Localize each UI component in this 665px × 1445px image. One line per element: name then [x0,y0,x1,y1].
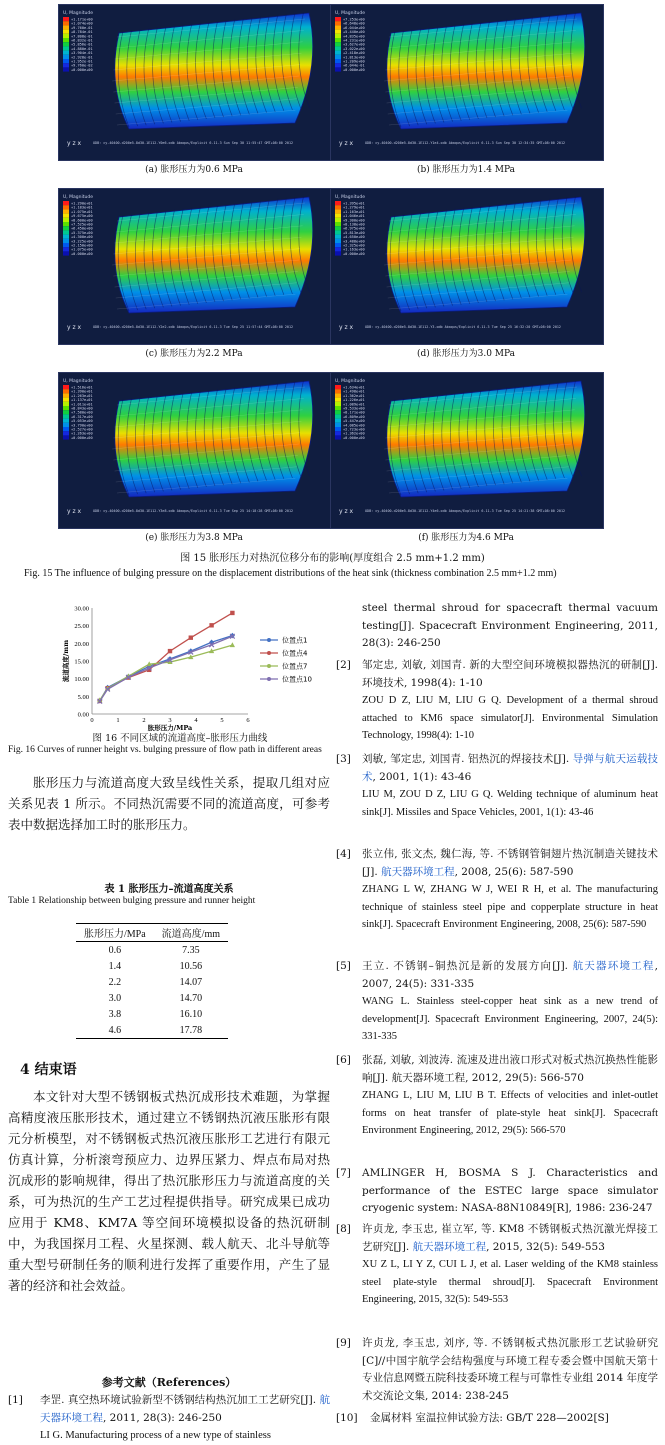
table-header-pressure: 胀形压力/MPa [76,924,154,942]
legend-value: +3.488e+00 [343,239,365,244]
legend-label: 位置点7 [282,662,308,671]
x-axis-label: 胀形压力/MPa [147,724,193,732]
y-axis-label: 流道高度/mm [62,639,70,683]
axis-triad-icon: y z x [339,508,354,515]
legend-marker [267,638,271,642]
panel-caption: (f) 胀形压力为4.6 MPa [418,533,514,543]
axis-triad-icon: y z x [339,140,354,147]
legend-swatch [335,25,341,29]
legend-value: +0.000e+00 [71,251,93,256]
table-cell: 3.0 [108,992,122,1004]
x-tick-label: 1 [116,717,120,724]
data-point [230,642,235,647]
legend-swatch [335,46,341,50]
legend-swatch [335,51,341,55]
data-point [168,649,172,653]
legend-swatch [63,67,69,71]
legend-swatch [335,402,341,406]
panel-caption: (e) 胀形压力为3.8 MPa [145,533,243,543]
reference-1-continued: steel thermal shroud for spacecraft thermal vacuum testing[J]. Spacecraft Environment Engineering, 2011, 28(3): 246-250 [362,602,658,649]
legend-value: +6.648e+00 [343,21,365,26]
legend-value: +5.447e+00 [343,419,365,424]
legend-swatch [335,42,341,46]
legend-swatch [335,410,341,414]
panel-caption: (d) 胀形压力为3.0 MPa [416,349,516,359]
legend-swatch [335,21,341,25]
legend-value: +1.089e+01 [343,402,365,407]
legend-value: +1.075e+01 [71,209,93,214]
legend-value: +3.627e+00 [343,42,365,47]
reference-number: [1] [8,1394,23,1406]
legend-value: +1.290e+01 [71,201,93,206]
panel-caption: (b) 胀形压力为1.4 MPa [416,165,516,175]
legend-swatch [335,205,341,209]
odb-footer: ODB: cy-40400-d200e5-8d30-1E112-Y0e6.odb Abaqus/Explicit 6.11-3 Sun Sep 30 11:55:47 GMT+08:00 2012 [93,141,294,145]
legend-swatch [335,435,341,439]
legend-swatch [63,30,69,34]
odb-footer: ODB: cy-40400-d200e5-8d30-1E112-Y2e2.odb Abaqus/Explicit 6.11-3 Tue Sep 25 11:57:44 GMT+08:00 2012 [93,325,294,329]
legend-swatch [63,414,69,418]
legend-swatch [335,423,341,427]
legend-swatch [335,59,341,63]
legend-value: +8.600e+00 [71,218,93,223]
axis-triad-icon: y z x [67,324,82,331]
legend-swatch [63,385,69,389]
reference-text-en: AMLINGER H, BOSMA S J. Characteristics and performance of the ESTEC large space simulator cryogenic system: NASA-88N10849[R], 1986: 236-247 [362,1167,658,1214]
legend-value: +5.375e+00 [71,230,93,235]
reference-text: 许贞龙, 李玉忠, 刘序, 等. 不锈钢板式热沉胀形工艺试验研究[C]//中国宇航学会结构强度与环境工程专委会暨中国航天第十专业信息网暨五院科技委环境工程与可靠性专业组 2014 年度学术交流论文集, 2014: 238-245 [362,1337,658,1402]
legend-value: +6.044e-01 [343,63,365,68]
legend-value: +0.000e+00 [343,67,365,72]
legend-swatch [63,201,69,205]
legend-swatch [63,25,69,29]
legend-value: +2.928e-01 [71,55,93,60]
legend-swatch [63,230,69,234]
legend-swatch [63,243,69,247]
legend-value: +1.390e+01 [71,389,93,394]
reference-1 [8,1392,330,1441]
table-cell: 10.56 [179,960,203,972]
contour-panel [58,4,332,161]
legend-swatch [63,51,69,55]
legend-swatch [63,419,69,423]
legend-swatch [335,385,341,389]
legend-swatch [335,431,341,435]
legend-value: +4.880e-01 [71,46,93,51]
legend-value: +5.813e+00 [343,230,365,235]
legend-value: +1.163e+01 [343,209,365,214]
reference-text: , 2015, 32(5): 549-553 [486,1240,605,1253]
legend-value: +6.832e-01 [71,38,93,43]
legend-value: +9.760e-01 [71,25,93,30]
legend-swatch [335,398,341,402]
axis-triad-icon: y z x [67,140,82,147]
reference-text: 李罡. 真空热环境试验新型不锈钢结构热沉加工工艺研究[J]. [40,1394,320,1406]
legend-value: +8.784e-01 [71,30,93,35]
legend-title: U, Magnitude [63,195,93,200]
legend-swatch [63,398,69,402]
legend-swatch [63,214,69,218]
x-tick-label: 4 [194,717,198,724]
legend-swatch [335,30,341,34]
reference-number: [8] [336,1223,351,1235]
legend-value: +1.952e-01 [71,59,93,64]
table-row [76,958,228,974]
legend-value: +9.675e+00 [71,214,93,219]
y-tick-label: 5.00 [77,693,89,701]
contour-panel [330,188,604,345]
reference-text-en: XU Z L, LI Y Z, CUI L J, et al. Laser welding of the KM8 stainless steel plate-style thermal shroud[J]. Spacecraft Environment Engineering, 2015, 32(5): 549-553 [362,1259,658,1305]
legend-swatch [63,42,69,46]
reference-number: [10] [336,1412,358,1424]
legend-value: +2.723e+00 [343,427,365,432]
legend-value: +0.000e+00 [343,435,365,440]
legend-title: U, Magnitude [63,11,93,16]
legend-value: +7.253e+00 [343,17,365,22]
reference-number: [4] [336,848,351,860]
legend-value: +5.856e-01 [71,42,93,47]
reference-text: 邹定忠, 刘敏, 刘国青. 新的大型空间环境模拟器热沉的研制[J]. 环境技术, 1998(4): 1-10 [362,659,658,689]
journal-link[interactable]: 导弹与航天运载技术 [362,753,659,783]
reference-number: [2] [336,659,351,671]
legend-value: +1.263e+00 [71,431,93,436]
legend-value: +7.580e+00 [71,410,93,415]
legend-swatch [335,226,341,230]
legend-value: +7.525e+00 [71,222,93,227]
section-4-heading: 4 结束语 [20,1062,77,1078]
reference-text: , 2011, 28(3): 246-250 [103,1411,222,1424]
data-point [230,611,234,615]
legend-swatch [335,230,341,234]
legend-swatch [63,389,69,393]
legend-value: +0.000e+00 [71,435,93,440]
legend-swatch [335,406,341,410]
legend-value: +4.231e+00 [343,38,365,43]
contour-panel [330,4,604,161]
legend-swatch [63,55,69,59]
legend-swatch [63,435,69,439]
legend-value: +0.000e+00 [343,251,365,256]
legend-value: +8.171e+00 [343,410,365,415]
table-cell: 14.07 [179,976,203,988]
legend-value: +1.137e+01 [71,398,93,403]
table-cell: 17.78 [154,1022,228,1039]
legend-value: +9.533e+00 [343,406,365,411]
panel-caption: (a) 胀形压力为0.6 MPa [145,165,243,175]
legend-value: +7.808e-01 [71,34,93,39]
table-1-title-en: Table 1 Relationship between bulging pressure and runner height [8,896,256,906]
contour-panel [58,372,332,529]
legend-value: +1.516e+01 [71,385,93,390]
legend-value: +6.975e+00 [343,226,365,231]
legend-value: +4.085e+00 [343,423,365,428]
legend-value: +1.226e+01 [343,398,365,403]
paragraph-results-text: 胀形压力与流道高度大致呈线性关系，提取几组对应关系见表 1 所示。不同热沉需要不同的流道高度，可参考表中数据选择加工时的胀形压力。 [8,775,330,832]
reference-text: 许贞龙, 李玉忠, 崔立军, 等. KM8 不锈钢板式热沉激光焊接工艺研究[J]. [362,1223,658,1253]
table-cell: 2.2 [108,976,122,988]
legend-swatch [335,247,341,251]
legend-label: 位置点10 [282,675,312,684]
legend-value: +5.053e+00 [71,419,93,424]
table-1 [76,923,228,1039]
data-point [189,635,193,639]
legend-swatch [335,17,341,21]
table-cell: 0.6 [108,944,122,956]
legend-swatch [63,222,69,226]
legend-marker [267,651,271,655]
legend-swatch [335,393,341,397]
legend-value: +5.440e+00 [343,30,365,35]
section-4-text: 本文针对大型不锈钢板式热沉成形技术难题，为掌握高精度液压胀形技术，通过建立不锈钢热沉液压胀形有限元分析模型，对不锈钢板式热沉液压胀形工艺进行有限元仿真计算，分析滚弯预应力、边界压紧力、焊点布局对热沉成形的影响规律，得出了热沉胀形压力与流道高度的关系，可为热沉的生产工艺过程提供指导。研究成果已成功应用于 KM8、KM7A 等空间环境模拟设备的热沉研制中，为我国探月工程、火星探测、载人航天、北斗导航等重大型号研制任务的顺利进行发挥了重要作用，产生了显著的经济和社会效益。 [8,1089,330,1293]
paragraph-results [8,772,330,835]
legend-swatch [335,222,341,226]
x-tick-label: 3 [168,717,172,724]
legend-swatch [63,410,69,414]
legend-swatch [63,406,69,410]
legend-value: +1.362e+01 [343,393,365,398]
legend-value: +3.022e+00 [343,46,365,51]
legend-swatch [63,402,69,406]
y-tick-label: 20.00 [74,640,89,648]
legend-swatch [63,226,69,230]
legend-title: U, Magnitude [335,195,365,200]
x-tick-label: 2 [142,717,146,724]
axis-triad-icon: y z x [67,508,82,515]
legend-swatch [335,419,341,423]
legend-value: +1.209e+00 [343,59,365,64]
legend-swatch [63,235,69,239]
x-tick-label: 5 [220,717,224,724]
reference-text-en: LI G. Manufacturing process of a new type of stainless [40,1430,271,1441]
contour-panel [330,372,604,529]
legend-value: +1.634e+01 [343,385,365,390]
legend-marker [267,664,271,668]
legend-swatch [63,209,69,213]
legend-title: U, Magnitude [63,379,93,384]
legend-swatch [335,427,341,431]
odb-footer: ODB: cy-40400-d200e5-8d30-1E112-Y1e4.odb Abaqus/Explicit 6.11-3 Sun Sep 30 12:34:35 GMT+08:00 2012 [365,141,566,145]
legend-swatch [335,243,341,247]
journal-link[interactable]: 航天器环境工程 [381,865,455,878]
reference-text: 刘敏, 邹定忠, 刘国青. 铝热沉的焊接技术[J]. [362,753,573,765]
table-header-row [76,924,228,942]
reference-text-en: ZHANG L W, ZHANG W J, WEI R H, et al. The manufacturing technique of stainless steel pipe and copperplate structure in heat sink[J]. Spacecraft Environment Engineering, 2008, 25(6): 587-590 [362,884,658,930]
legend-value: +1.074e+00 [71,21,93,26]
legend-swatch [63,38,69,42]
reference-text: , 2007, 24(5): 331-335 [362,960,659,990]
reference-text: , 2001, 1(1): 43-46 [372,770,472,783]
legend-swatch [335,34,341,38]
data-point [209,623,213,627]
legend-value: +3.225e+00 [71,239,93,244]
legend-marker [267,677,271,681]
legend-swatch [335,239,341,243]
reference-text-en: LIU M, ZOU D Z, LIU G Q. Welding technique of aluminum heat sink[J]. Missiles and Space Vehicles, 2001, 1(1): 43-46 [362,789,658,818]
table-header-height: 流道高度/mm [154,924,228,942]
figure-16-caption-en: Fig. 16 Curves of runner height vs. bulging pressure of flow path in different areas [8,745,322,755]
figure-15-caption-cn: 图 15 胀形压力对热沉位移分布的影响(厚度组合 2.5 mm+1.2 mm) [180,553,485,564]
odb-footer: ODB: cy-40400-d200e5-8d30-1E112-Y3e8.odb Abaqus/Explicit 6.11-3 Tue Sep 25 14:18:28 GMT+08:00 2012 [93,509,294,513]
legend-swatch [335,63,341,67]
legend-swatch [63,427,69,431]
legend-swatch [335,218,341,222]
table-cell: 7.35 [182,944,200,956]
legend-swatch [335,414,341,418]
legend-value: +1.362e+00 [343,431,365,436]
reference-text: 张立伟, 张文杰, 魏仁海, 等. 不锈钢管铜翅片热沉制造关键技术[J]. [362,848,658,878]
journal-link[interactable]: 航天器环境工程 [572,960,655,972]
reference-text: , 2008, 25(6): 587-590 [454,865,574,878]
odb-footer: ODB: cy-40400-d200e5-8d30-1E112-Y3.odb Abaqus/Explicit 6.11-3 Tue Sep 25 16:32:20 GMT+08:00 2012 [365,325,561,329]
legend-value: +1.171e+00 [71,17,93,22]
legend-swatch [335,251,341,255]
legend-value: +1.395e+01 [343,201,365,206]
legend-label: 位置点4 [282,649,308,658]
figure-15-caption-en: Fig. 15 The influence of bulging pressure on the displacement distributions of the heat sink (thickness combination 2.5 mm+1.2 mm) [24,568,557,579]
table-cell: 4.6 [76,1022,154,1039]
legend-swatch [63,34,69,38]
legend-swatch [335,67,341,71]
legend-value: +8.843e+00 [71,406,93,411]
reference-number: [6] [336,1054,351,1066]
axis-triad-icon: y z x [339,324,354,331]
section-4-body [8,1086,330,1296]
y-tick-label: 15.00 [74,658,89,666]
legend-swatch [63,17,69,21]
table-row [76,990,228,1006]
figure-16-caption-cn: 图 16 不同区域的流道高度–胀形压力曲线 [92,733,268,744]
legend-swatch [335,55,341,59]
legend-swatch [335,201,341,205]
legend-value: +3.790e+00 [71,423,93,428]
legend-value: +1.011e+01 [71,402,93,407]
reference-number: [9] [336,1337,351,1349]
legend-value: +2.325e+00 [343,243,365,248]
reference-text-en: ZHANG L, LIU M, LIU B T. Effects of velocities and inlet-outlet forms on heat transfer of plate-style heat sink[J]. Spacecraft Environment Engineering, 2012, 29(5): 566-570 [362,1090,658,1136]
reference-number: [7] [336,1167,351,1179]
legend-value: +2.150e+00 [71,243,93,248]
legend-value: +1.046e+01 [343,214,365,219]
legend-label: 位置点1 [282,636,308,645]
legend-swatch [63,393,69,397]
legend-value: +0.000e+00 [71,67,93,72]
table-cell: 14.70 [179,992,203,1004]
x-tick-label: 6 [246,717,250,724]
legend-value: +2.527e+00 [71,427,93,432]
legend-value: +6.044e+00 [343,25,365,30]
references-heading: 参考文献（References） [101,1376,237,1389]
contour-panel [58,188,332,345]
legend-swatch [63,423,69,427]
journal-link[interactable]: 航天器环境工程 [412,1240,487,1253]
y-tick-label: 0.00 [77,711,89,719]
reference-text-en: ZOU D Z, LIU M, LIU G Q. Development of a thermal shroud attached to KM6 space simulator[J]. Environmental Simulation Technology, 1998(4): 1-10 [362,695,658,741]
legend-swatch [335,235,341,239]
legend-swatch [335,214,341,218]
reference-text: 张磊, 刘敏, 刘波涛. 流速及进出液口形式对板式热沉换热性能影响[J]. 航天器环境工程, 2012, 29(5): 566-570 [362,1054,658,1084]
table-cell: 3.8 [108,1008,122,1020]
table-cell: 16.10 [179,1008,203,1020]
legend-swatch [63,63,69,67]
figure-16-chart [60,598,340,748]
legend-value: +9.300e+00 [343,218,365,223]
legend-swatch [63,251,69,255]
legend-value: +1.075e+00 [71,247,93,252]
legend-value: +4.300e+00 [71,235,93,240]
y-tick-label: 10.00 [74,676,89,684]
x-tick-label: 0 [90,717,94,724]
legend-value: +1.498e+01 [343,389,365,394]
legend-value: +4.835e+00 [343,34,365,39]
legend-swatch [335,38,341,42]
table-row [76,974,228,990]
table-cell: 1.4 [108,960,122,972]
table-row [76,1006,228,1022]
reference-text: 金属材料 室温拉伸试验方法: GB/T 228—2002[S] [370,1412,609,1424]
legend-value: +1.163e+00 [343,247,365,252]
journal-link[interactable]: 航天器环境工程 [40,1394,330,1424]
reference-text: 王立. 不锈钢–铜热沉是新的发展方向[J]. [362,960,573,972]
table-row [76,1022,228,1039]
legend-swatch [63,247,69,251]
legend-value: +6.317e+00 [71,414,93,419]
legend-value: +3.904e-01 [71,51,93,56]
legend-value: +9.760e-02 [71,63,93,68]
reference-text-en: WANG L. Stainless steel-copper heat sink as a new trend of development[J]. Spacecraft Environment Engineering, 2007, 24(5): 331-335 [362,996,658,1042]
legend-value: +1.279e+01 [343,205,365,210]
legend-swatch [335,389,341,393]
legend-swatch [63,21,69,25]
reference-number: [3] [336,753,351,765]
legend-swatch [63,239,69,243]
table-1-title-cn: 表 1 胀形压力–流道高度关系 [104,884,234,895]
legend-value: +1.263e+01 [71,393,93,398]
legend-swatch [63,431,69,435]
legend-title: U, Magnitude [335,379,365,384]
legend-value: +8.138e+00 [343,222,365,227]
legend-swatch [63,46,69,50]
legend-value: +1.183e+01 [71,205,93,210]
reference-number: [5] [336,960,351,972]
legend-value: +1.813e+00 [343,55,365,60]
panel-caption: (c) 胀形压力为2.2 MPa [145,349,243,359]
legend-title: U, Magnitude [335,11,365,16]
legend-value: +4.650e+00 [343,235,365,240]
series-line [100,645,233,700]
y-tick-label: 30.00 [74,605,89,613]
legend-value: +2.418e+00 [343,51,365,56]
legend-swatch [335,209,341,213]
legend-value: +6.450e+00 [71,226,93,231]
y-tick-label: 25.00 [74,623,89,631]
odb-footer: ODB: cy-40400-d200e5-8d30-1E112-Y4e6.odb Abaqus/Explicit 6.11-3 Tue Sep 25 14:21:38 GMT+08:00 2012 [365,509,566,513]
legend-swatch [63,59,69,63]
legend-swatch [63,205,69,209]
table-row [76,942,228,959]
legend-value: +6.809e+00 [343,414,365,419]
legend-swatch [63,218,69,222]
